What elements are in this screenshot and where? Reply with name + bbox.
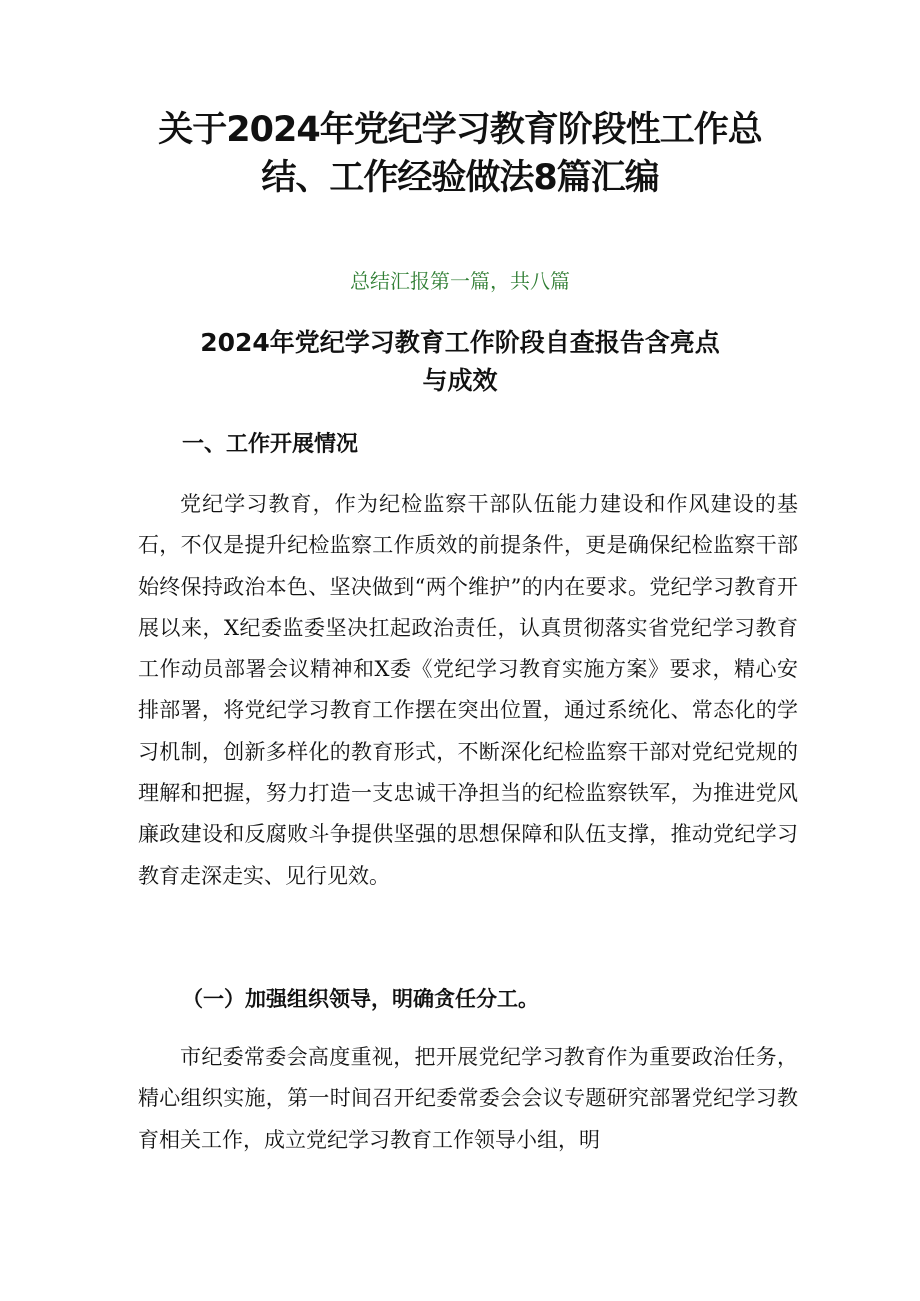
body-paragraph-2: 市纪委常委会高度重视，把开展党纪学习教育作为重要政治任务，精心组织实施，第一时间召开纪委常委会会议专题研究部署党纪学习教育相关工作，成立党纪学习教育工作领导小组，明 [138,1045,798,1152]
document-title-line-2: 结、工作经验做法8篇汇编 [261,158,659,198]
document-title [120,106,800,202]
body-paragraph-1: 党纪学习教育，作为纪检监察干部队伍能力建设和作风建设的基石，不仅是提升纪检监察工作质效的前提条件，更是确保纪检监察干部始终保持政治本色、坚决做到“两个维护”的内在要求。党纪学习教育开展以来，X纪委监委坚决扛起政治责任，认真贯彻落实省党纪学习教育工作动员部署会议精神和X委《党纪学习教育实施方案》要求，精心安排部署，将党纪学习教育工作摆在突出位置，通过系统化、常态化的学习机制，创新多样化的教育形式，不断深化纪检监察干部对党纪党规的理解和把握，努力打造一支忠诚干净担当的纪检监察铁军，为推进党风廉政建设和反腐败斗争提供坚强的思想保障和队伍支撑，推动党纪学习教育走深走实、见行见效。 [138,492,798,888]
article-title [170,324,750,400]
sub-heading: （一）加强组织领导，明确贪任分工。 [182,986,539,1011]
document-subtitle: 总结汇报第一篇，共八篇 [350,269,570,293]
article-title-line-1: 2024年党纪学习教育工作阶段自查报告含亮点 [200,328,720,357]
document-title-line-1: 关于2024年党纪学习教育阶段性工作总 [158,110,762,150]
article-title-line-2: 与成效 [422,366,498,395]
section-heading: 一、工作开展情况 [182,432,359,457]
